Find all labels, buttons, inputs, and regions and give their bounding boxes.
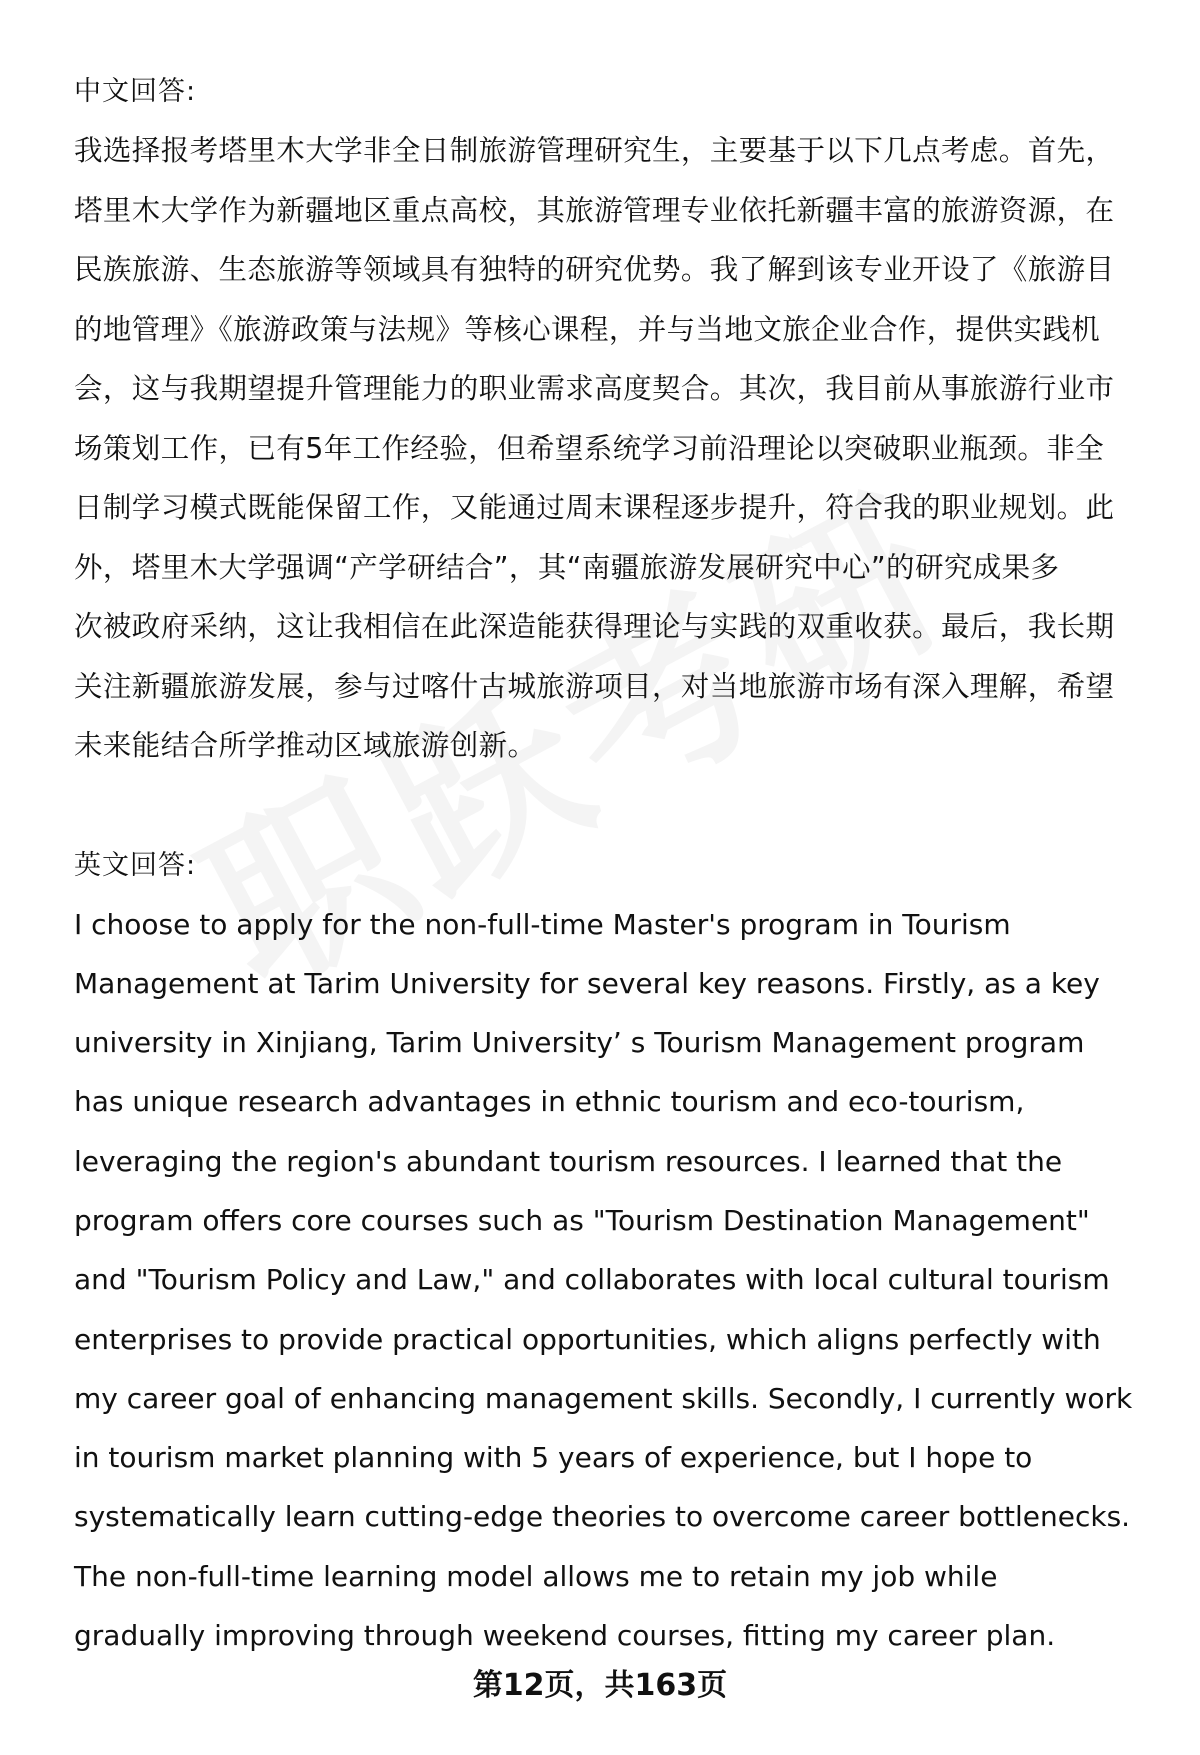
en-line-5: leveraging the region's abundant tourism resources. I learned that the [74, 1144, 1063, 1178]
cn-line-2: 塔里木大学作为新疆地区重点高校，其旅游管理专业依托新疆丰富的旅游资源，在 [74, 193, 1115, 227]
english-answer-paragraph [74, 895, 1144, 1666]
en-line-9: my career goal of enhancing management skills. Secondly, I currently work [74, 1381, 1133, 1415]
en-line-11: systematically learn cutting-edge theories to overcome career bottlenecks. [74, 1500, 1131, 1534]
cn-line-11: 未来能结合所学推动区域旅游创新。 [74, 729, 537, 762]
en-line-8: enterprises to provide practical opportunities, which aligns perfectly with [74, 1322, 1101, 1356]
en-line-4: has unique research advantages in ethnic tourism and eco-tourism, [74, 1085, 1025, 1119]
english-answer-heading: 英文回答: [74, 849, 197, 881]
en-line-7: and "Tourism Policy and Law," and collaborates with local cultural tourism [74, 1263, 1110, 1297]
cn-line-4: 的地管理》《旅游政策与法规》等核心课程，并与当地文旅企业合作，提供实践机 [74, 312, 1101, 346]
cn-line-7: 日制学习模式既能保留工作，又能通过周末课程逐步提升，符合我的职业规划。此 [74, 491, 1115, 524]
en-line-13: gradually improving through weekend courses, fitting my career plan. [74, 1619, 1056, 1653]
document-body [74, 62, 1144, 1665]
en-line-10: in tourism market planning with 5 years of experience, but I hope to [74, 1441, 1033, 1475]
en-line-2: Management at Tarim University for several key reasons. Firstly, as a key [74, 966, 1100, 1000]
en-line-3: university in Xinjiang, Tarim University’ s Tourism Management program [74, 1026, 1085, 1060]
chinese-answer-heading: 中文回答: [74, 76, 197, 107]
chinese-answer-paragraph [74, 121, 1144, 776]
cn-line-6: 场策划工作，已有5年工作经验，但希望系统学习前沿理论以突破职业瓶颈。非全 [74, 431, 1105, 465]
cn-line-3: 民族旅游、生态旅游等领域具有独特的研究优势。我了解到该专业开设了《旅游目 [74, 253, 1115, 286]
cn-line-8: 外，塔里木大学强调“产学研结合”，其“南疆旅游发展研究中心”的研究成果多 [74, 550, 1060, 584]
en-line-6: program offers core courses such as "Tourism Destination Management" [74, 1203, 1090, 1237]
en-line-12: The non-full-time learning model allows me to retain my job while [74, 1559, 998, 1593]
en-line-1: I choose to apply for the non-full-time Master's program in Tourism [74, 907, 1011, 941]
cn-line-1: 我选择报考塔里木大学非全日制旅游管理研究生，主要基于以下几点考虑。首先， [74, 134, 1115, 167]
cn-line-9: 次被政府采纳，这让我相信在此深造能获得理论与实践的双重收获。最后，我长期 [74, 610, 1115, 643]
cn-line-5: 会，这与我期望提升管理能力的职业需求高度契合。其次，我目前从事旅游行业市 [74, 372, 1115, 405]
page-number: 第12页，共163页 [472, 1668, 728, 1703]
cn-line-10: 关注新疆旅游发展，参与过喀什古城旅游项目，对当地旅游市场有深入理解，希望 [74, 669, 1115, 703]
